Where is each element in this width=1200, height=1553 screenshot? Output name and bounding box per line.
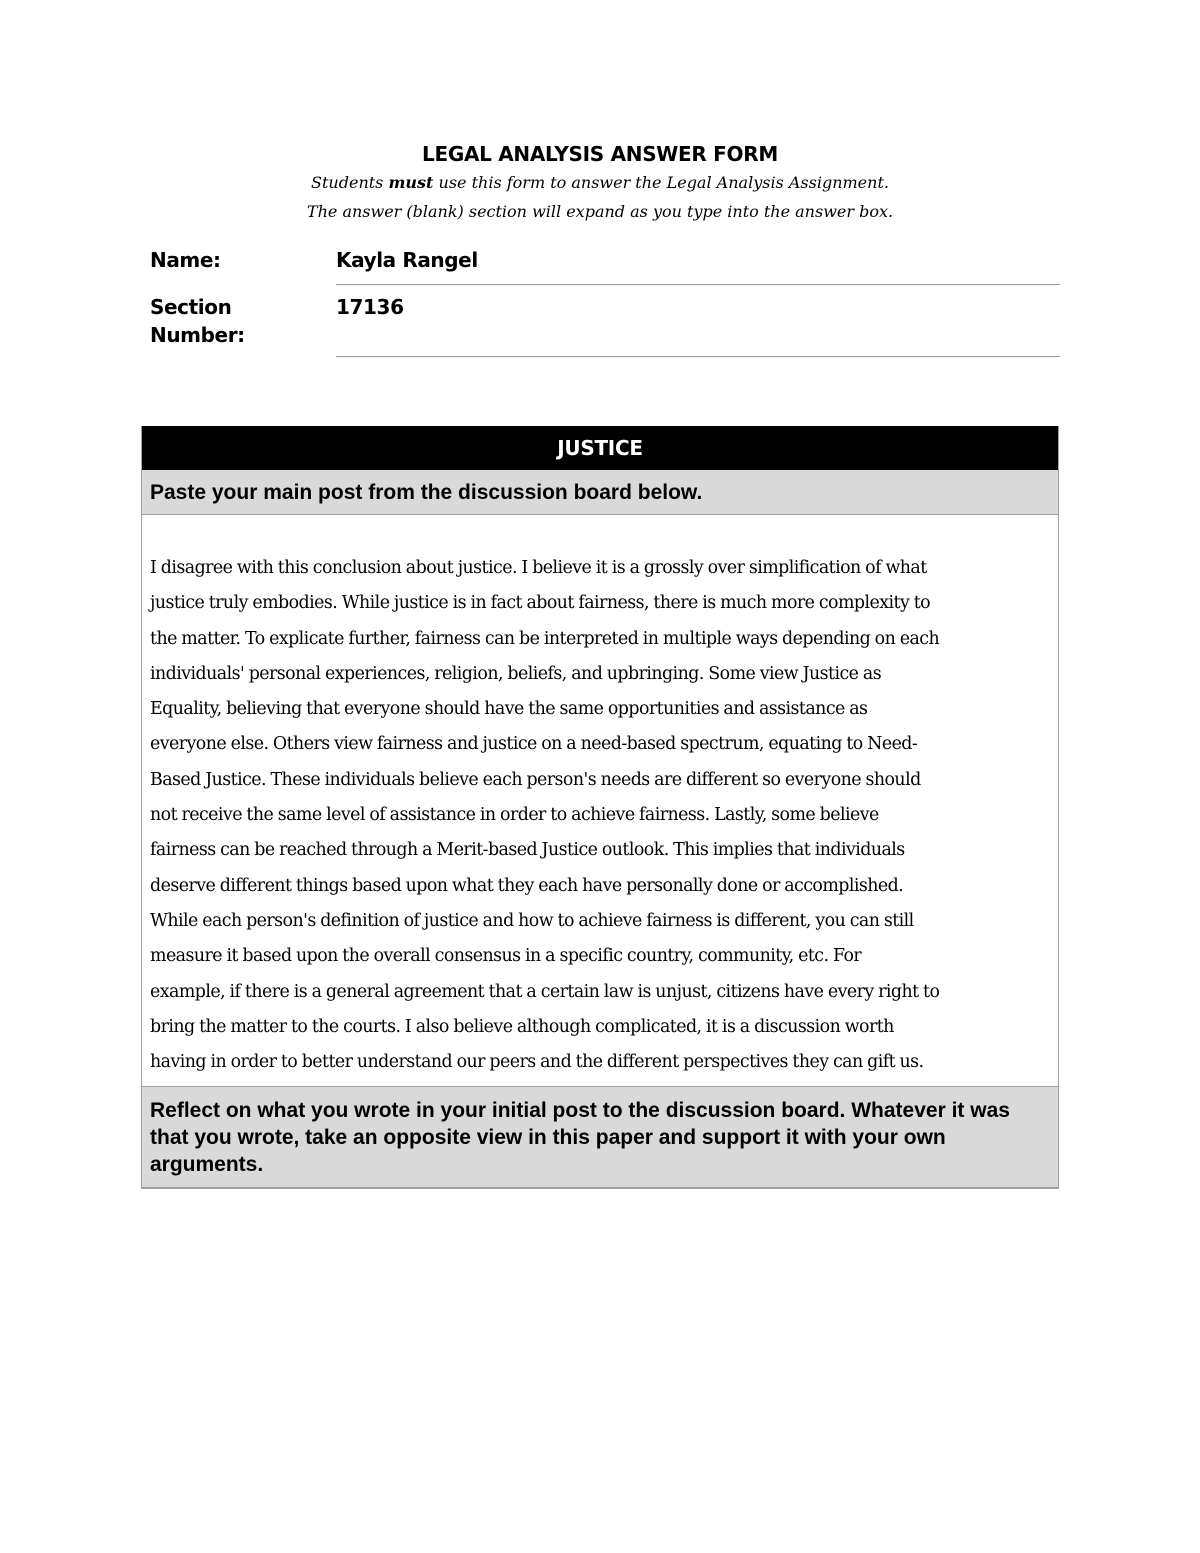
answer-line: deserve different things based upon what they each have personally done or accomplished. [150,875,904,896]
answer-line: I disagree with this conclusion about justice. I believe it is a grossly over simplification of what [150,558,927,578]
answer-line: bring the matter to the courts. I also believe although complicated, it is a discussion worth [150,1016,894,1037]
student-info-table [150,246,1060,357]
reflect-prompt: Reflect on what you wrote in your initial post to the discussion board. Whatever it was that you wrote, take an opposite view in this paper and support it with your own arguments. [142,1087,1058,1188]
name-row [150,246,1060,285]
section-row [150,293,1060,357]
instruction-line-1 [0,168,1200,197]
section-number-field[interactable]: 17136 [336,293,1060,357]
answer-line: having in order to better understand our peers and the different perspectives they can gift us. [150,1052,924,1073]
answer-line: Based Justice. These individuals believe each person's needs are different so everyone should [150,769,921,790]
form-title: LEGAL ANALYSIS ANSWER FORM [422,142,778,166]
main-post-prompt: Paste your main post from the discussion board below. [142,470,1058,515]
justice-table [141,426,1059,1189]
answer-line: While each person's definition of justice and how to achieve fairness is different, you can still [150,910,914,931]
answer-line: the matter. To explicate further, fairness can be interpreted in multiple ways depending on each [150,628,940,649]
answer-line: Equality, believing that everyone should have the same opportunities and assistance as [150,699,868,720]
instruction-line-2: The answer (blank) section will expand as you type into the answer box. [306,202,894,221]
justice-heading: JUSTICE [142,426,1058,470]
answer-line: everyone else. Others view fairness and justice on a need-based spectrum, equating to Need- [150,734,918,755]
name-field[interactable]: Kayla Rangel [336,246,1060,285]
instruction-line-1-end: use this form to answer the Legal Analysis Assignment. [433,173,889,192]
answer-line: fairness can be reached through a Merit-based Justice outlook. This implies that individuals [150,840,905,861]
section-label-line-1: Section [150,295,232,319]
form-header [0,140,1200,226]
answer-line: individuals' personal experiences, religion, beliefs, and upbringing. Some view Justice as [150,663,882,684]
section-label [150,293,336,357]
main-post-answer-box[interactable] [142,515,1058,1087]
answer-line: justice truly embodies. While justice is in fact about fairness, there is much more complexity to [150,593,931,614]
answer-line: example, if there is a general agreement that a certain law is unjust, citizens have every right to [150,981,940,1002]
instruction-line-1-start: Students [311,173,389,192]
answer-line: measure it based upon the overall consensus in a specific country, community, etc. For [150,946,862,967]
answer-line: not receive the same level of assistance in order to achieve fairness. Lastly, some believe [150,805,879,826]
section-label-line-2: Number: [150,323,245,347]
instruction-emphasis: must [388,173,434,192]
name-label: Name: [150,248,221,272]
